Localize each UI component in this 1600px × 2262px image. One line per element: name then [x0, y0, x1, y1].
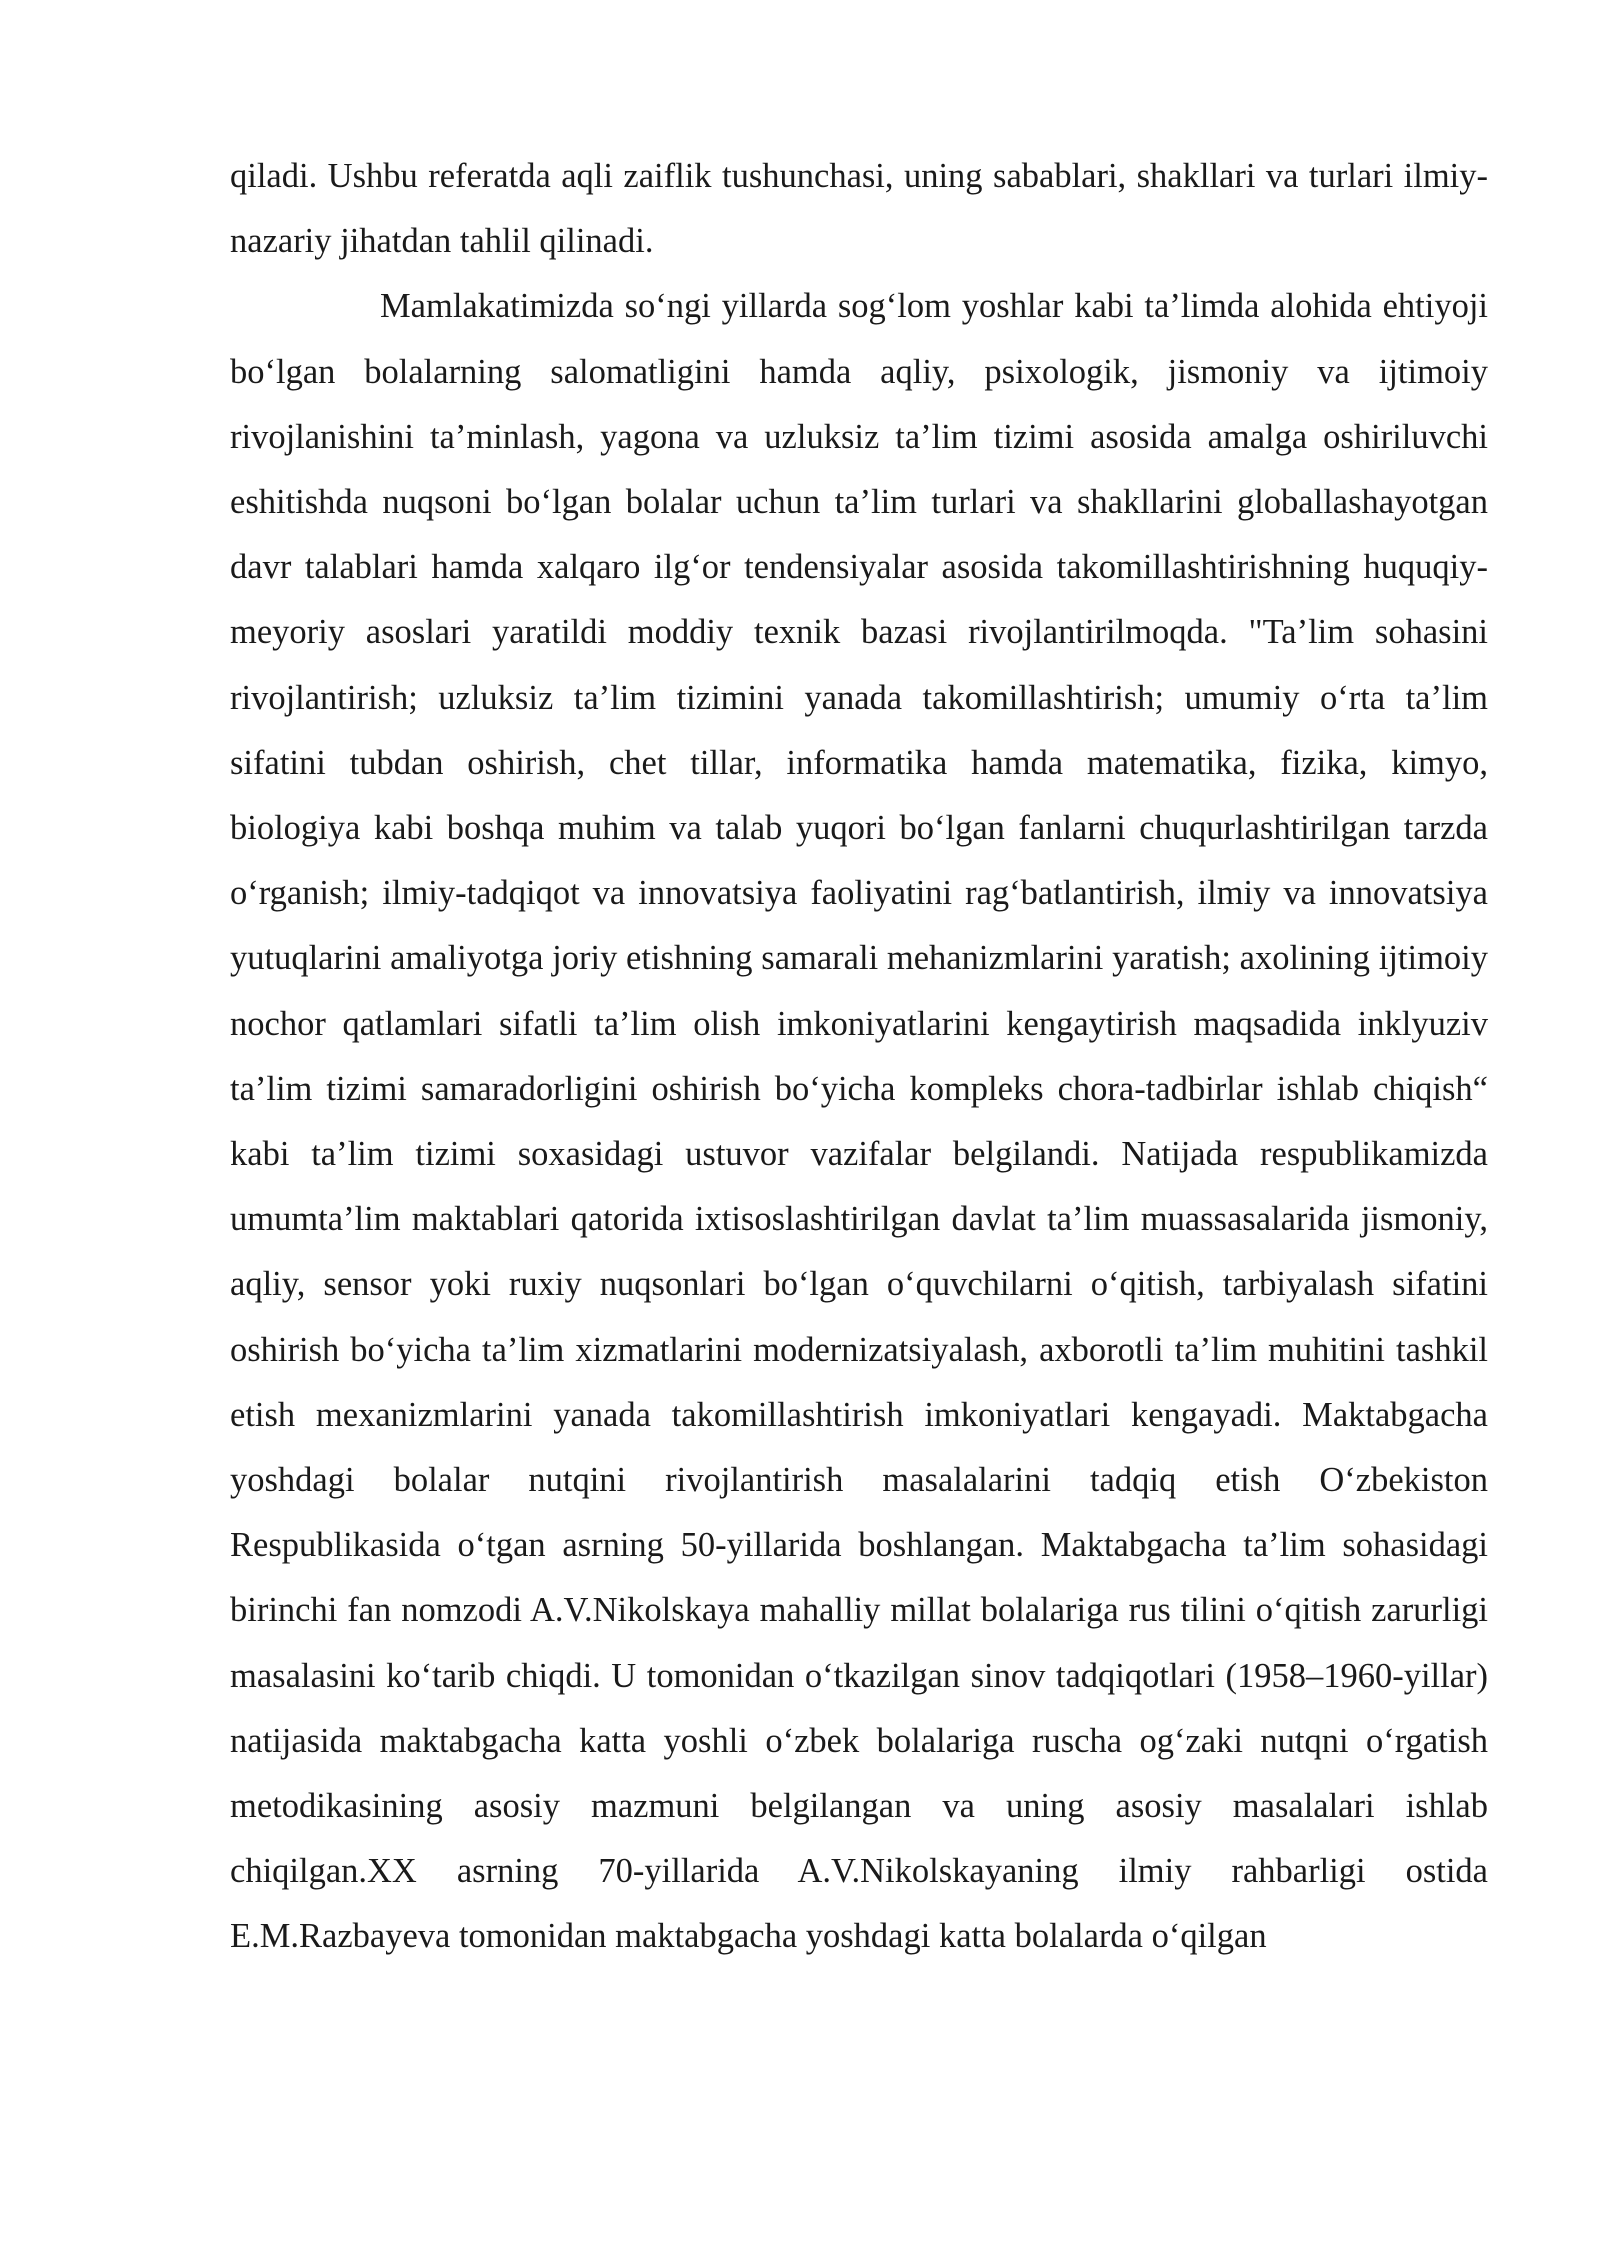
document-body	[230, 144, 1488, 1970]
paragraph-main: Mamlakatimizda so‘ngi yillarda sog‘lom yoshlar kabi ta’limda alohida ehtiyoji bo‘lgan bolalarning salomatligini hamda aqliy, psixologik, jismoniy va ijtimoiy rivojlanishini ta’minlash, yagona va uzluksiz ta’lim tizimi asosida amalga oshiriluvchi eshitishda nuqsoni bo‘lgan bolalar uchun ta’lim turlari va shakllarini globallashayotgan davr talablari hamda xalqaro ilg‘or tendensiyalar asosida takomillashtirishning huquqiy-meyoriy asoslari yaratildi moddiy texnik bazasi rivojlantirilmoqda. "Ta’lim sohasini rivojlantirish; uzluksiz ta’lim tizimini yanada takomillashtirish; umumiy o‘rta ta’lim sifatini tubdan oshirish, chet tillar, informatika hamda matematika, fizika, kimyo, biologiya kabi boshqa muhim va talab yuqori bo‘lgan fanlarni chuqurlashtirilgan tarzda o‘rganish; ilmiy-tadqiqot va innovatsiya faoliyatini rag‘batlantirish, ilmiy va innovatsiya yutuqlarini amaliyotga joriy etishning samarali mehanizmlarini yaratish; axolining ijtimoiy nochor qatlamlari sifatli ta’lim olish imkoniyatlarini kengaytirish maqsadida inklyuziv ta’lim tizimi samaradorligini oshirish bo‘yicha kompleks chora-tadbirlar ishlab chiqish“ kabi ta’lim tizimi soxasidagi ustuvor vazifalar belgilandi. Natijada respublikamizda umumta’lim maktablari qatorida ixtisoslashtirilgan davlat ta’lim muassasalarida jismoniy, aqliy, sensor yoki ruxiy nuqsonlari bo‘lgan o‘quvchilarni o‘qitish, tarbiyalash sifatini oshirish bo‘yicha ta’lim xizmatlarini modernizatsiyalash, axborotli ta’lim muhitini tashkil etish mexanizmlarini yanada takomillashtirish imkoniyatlari kengayadi. Maktabgacha yoshdagi bolalar nutqini rivojlantirish masalalarini tadqiq etish O‘zbekiston Respublikasida o‘tgan asrning 50-yillarida boshlangan. Maktabgacha ta’lim sohasidagi birinchi fan nomzodi A.V.Nikolskaya mahalliy millat bolalariga rus tilini o‘qitish zarurligi masalasini ko‘tarib chiqdi. U tomonidan o‘tkazilgan sinov tadqiqotlari (1958–1960-yillar) natijasida maktabgacha katta yoshli o‘zbek bolalariga ruscha og‘zaki nutqni o‘rgatish metodikasining asosiy mazmuni belgilangan va uning asosiy masalalari ishlab chiqilgan.XX asrning 70-yillarida A.V.Nikolskayaning ilmiy rahbarligi ostida E.M.Razbayeva tomonidan maktabgacha yoshdagi katta bolalarda o‘qilgan	[230, 287, 1488, 1956]
paragraph-intro-ending: qiladi. Ushbu referatda aqli zaiflik tushunchasi, uning sabablari, shakllari va turlari ilmiy-nazariy jihatdan tahlil qilinadi.	[230, 157, 1488, 261]
